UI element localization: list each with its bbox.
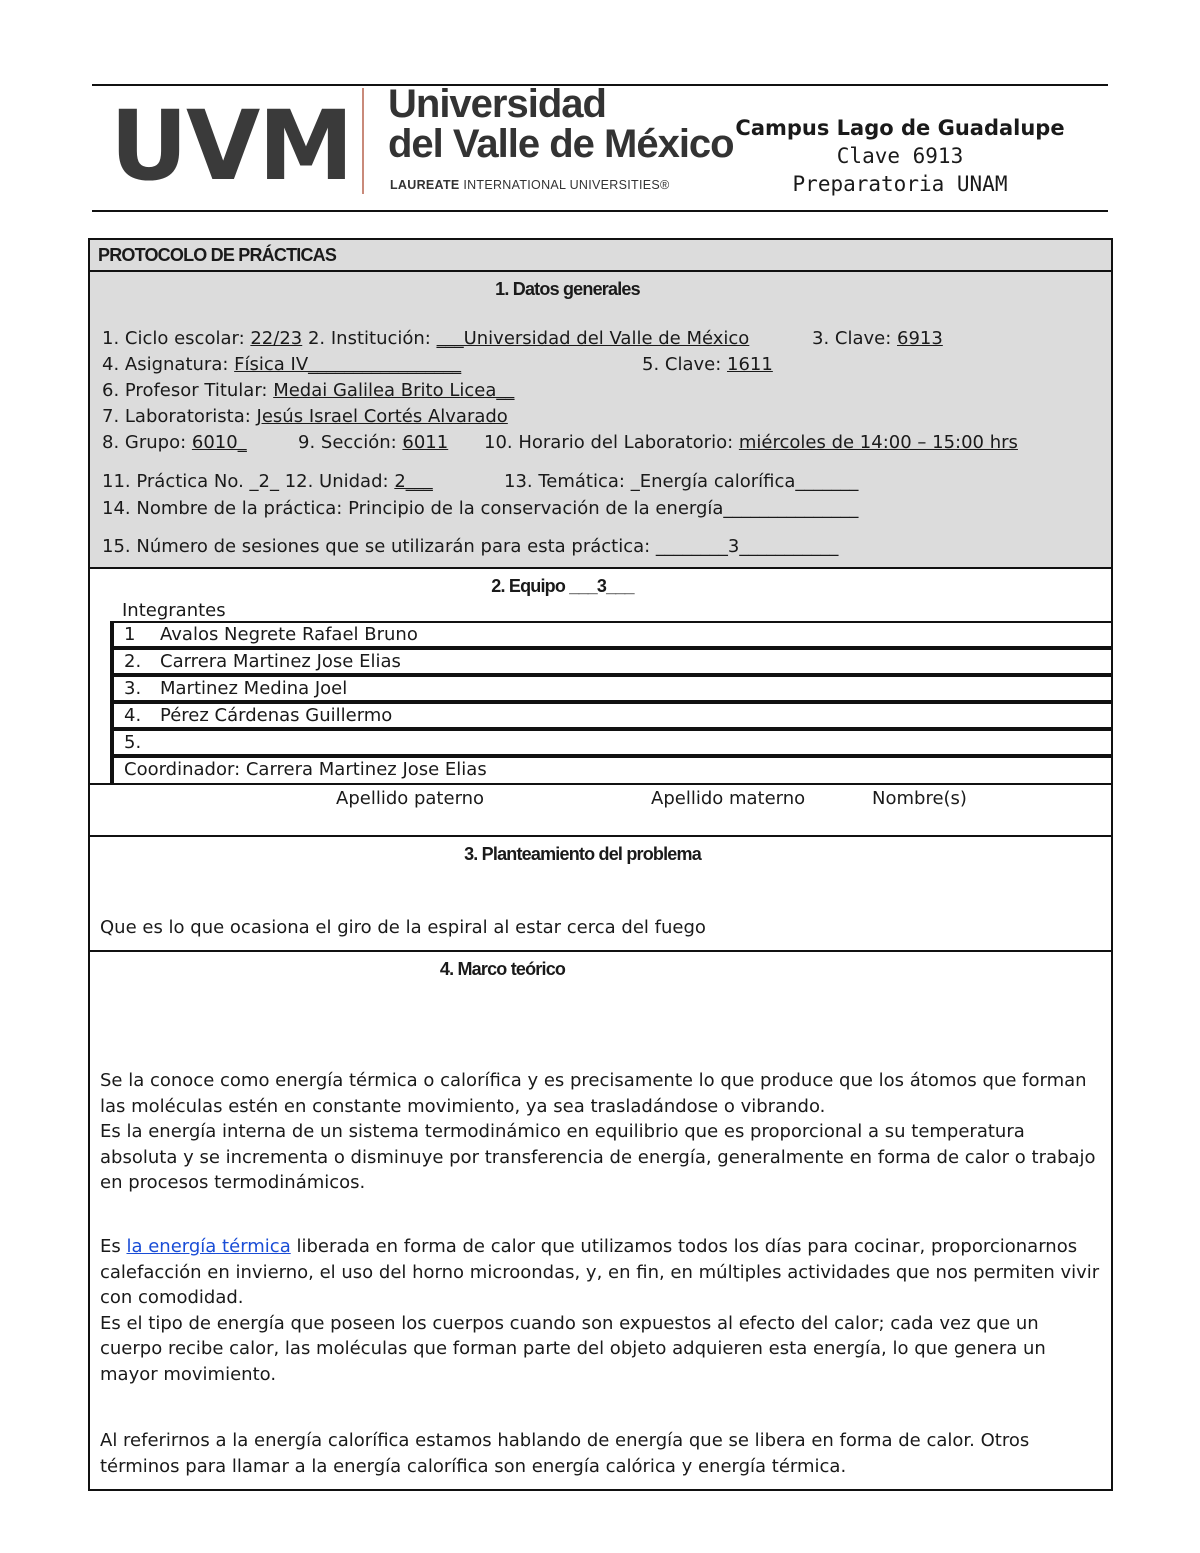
laureate-bold: LAUREATE bbox=[390, 178, 460, 192]
member-num: 4. bbox=[124, 705, 142, 726]
laureate-tagline bbox=[390, 178, 670, 192]
f8-label: 8. Grupo: bbox=[102, 432, 192, 453]
member-row bbox=[112, 648, 1112, 675]
line-5 bbox=[642, 354, 773, 376]
p3-pre: Es bbox=[100, 1236, 127, 1257]
logo-divider bbox=[362, 88, 364, 194]
f6-label: 6. Profesor Titular: bbox=[102, 380, 274, 401]
member-num: 5. bbox=[124, 732, 142, 753]
col-apellido-materno: Apellido materno bbox=[651, 788, 806, 809]
f2-label: 2. Institución: bbox=[302, 328, 437, 349]
unidad-value: 2___ bbox=[394, 471, 433, 492]
problem-section bbox=[88, 835, 1113, 952]
member-num: 1 bbox=[124, 624, 136, 645]
member-name: Pérez Cárdenas Guillermo bbox=[160, 705, 393, 726]
ciclo-escolar-value: 22/23 bbox=[250, 328, 303, 349]
campus-block bbox=[700, 114, 1100, 198]
f3-label: 3. Clave: bbox=[812, 328, 898, 349]
profesor-value: Medai Galilea Brito Licea__ bbox=[273, 380, 515, 401]
team-title: 2. Equipo ___3___ bbox=[491, 576, 634, 596]
line-1 bbox=[102, 328, 749, 350]
col-nombres: Nombre(s) bbox=[872, 788, 967, 809]
member-row bbox=[112, 702, 1112, 729]
asignatura-value: Física IV_________________ bbox=[234, 354, 462, 375]
member-row bbox=[112, 729, 1112, 756]
team-divider bbox=[88, 783, 1113, 785]
f9-label: 9. Sección: bbox=[298, 432, 403, 453]
logo-name-line1: Universidad bbox=[388, 82, 606, 126]
theory-p3 bbox=[100, 1234, 1100, 1311]
f4-label: 4. Asignatura: bbox=[102, 354, 235, 375]
general-data-section bbox=[88, 270, 1113, 569]
theory-title: 4. Marco teórico bbox=[439, 959, 566, 979]
integrantes-label: Integrantes bbox=[122, 600, 226, 621]
laboratorista-value: Jesús Israel Cortés Alvarado bbox=[256, 406, 508, 427]
clave-value: 6913 bbox=[897, 328, 943, 349]
line-14: 14. Nombre de la práctica: Principio de la conservación de la energía_______________ bbox=[102, 498, 859, 519]
protocol-title-row bbox=[88, 238, 1113, 272]
tematica: 13. Temática: _Energía calorífica_______ bbox=[504, 471, 859, 492]
line-15: 15. Número de sesiones que se utilizarán para esta práctica: ________3___________ bbox=[102, 536, 839, 557]
line-11 bbox=[102, 471, 433, 493]
member-row bbox=[112, 621, 1112, 648]
coordinator-row bbox=[112, 756, 1112, 783]
line-6 bbox=[102, 380, 514, 402]
line-10 bbox=[484, 432, 1018, 454]
energia-termica-link[interactable]: la energía térmica bbox=[126, 1236, 291, 1257]
seccion-value: 6011 bbox=[402, 432, 449, 453]
member-name: Carrera Martinez Jose Elias bbox=[160, 651, 401, 672]
uvm-logo-mark: UVM bbox=[110, 90, 352, 202]
theory-paragraph-1 bbox=[100, 1068, 1100, 1196]
clave-asignatura-value: 1611 bbox=[727, 354, 773, 375]
campus-clave: Clave 6913 bbox=[836, 144, 964, 168]
university-name-logo bbox=[388, 84, 734, 164]
horario-value: miércoles de 14:00 – 15:00 hrs bbox=[738, 432, 1018, 453]
problem-text: Que es lo que ocasiona el giro de la espiral al estar cerca del fuego bbox=[100, 917, 706, 938]
line-9 bbox=[298, 432, 448, 454]
section1-title: 1. Datos generales bbox=[495, 279, 640, 299]
campus-name: Campus Lago de Guadalupe bbox=[735, 116, 1065, 140]
line-4 bbox=[102, 354, 461, 376]
line-8 bbox=[102, 432, 247, 454]
member-name: Martinez Medina Joel bbox=[160, 678, 348, 699]
p3-post: liberada en forma de calor que utilizamos todos los días para cocinar, proporcionarnos calefacción en invierno, el uso del horno microondas, y, en fin, en múltiples actividades que nos permiten vivir con comodidad. bbox=[100, 1236, 1100, 1308]
coordinator: Coordinador: Carrera Martinez Jose Elias bbox=[124, 759, 487, 780]
theory-section bbox=[88, 950, 1113, 1491]
theory-p5: Al referirnos a la energía calorífica estamos hablando de energía que se libera en forma de calor. Otros términos para llamar a la energía calorífica son energía calórica y energía térmica. bbox=[100, 1430, 1030, 1477]
f10-label: 10. Horario del Laboratorio: bbox=[484, 432, 739, 453]
header-bottom-rule bbox=[92, 210, 1108, 212]
member-num: 2. bbox=[124, 651, 142, 672]
line-7 bbox=[102, 406, 508, 428]
problem-title: 3. Planteamiento del problema bbox=[464, 844, 701, 864]
member-num: 3. bbox=[124, 678, 142, 699]
line-13 bbox=[504, 471, 858, 493]
theory-p4: Es el tipo de energía que poseen los cuerpos cuando son expuestos al efecto del calor; cada vez que un cuerpo recibe calor, las moléculas que forman parte del objeto adquieren esta energía, lo que genera un mayor movimiento. bbox=[100, 1312, 1046, 1385]
f5-label: 5. Clave: bbox=[642, 354, 728, 375]
institucion-value: ___Universidad del Valle de México bbox=[436, 328, 750, 349]
theory-p1: Se la conoce como energía térmica o calorífica y es precisamente lo que produce que los átomos que forman las moléculas estén en constante movimiento, ya sea trasladándose o vibrando. bbox=[100, 1070, 1087, 1117]
laureate-rest: INTERNATIONAL UNIVERSITIES® bbox=[463, 178, 670, 192]
member-name: Avalos Negrete Rafael Bruno bbox=[160, 624, 418, 645]
theory-paragraph-3 bbox=[100, 1428, 1100, 1479]
f7-label: 7. Laboratorista: bbox=[102, 406, 257, 427]
member-row bbox=[112, 675, 1112, 702]
logo-name-line2: del Valle de México bbox=[388, 122, 734, 166]
clave-field bbox=[812, 328, 943, 350]
f1-label: 1. Ciclo escolar: bbox=[102, 328, 251, 349]
grupo-value: 6010_ bbox=[191, 432, 247, 453]
campus-prepa: Preparatoria UNAM bbox=[792, 172, 1008, 196]
theory-p2: Es la energía interna de un sistema termodinámico en equilibrio que es proporcional a su temperatura absoluta y se incrementa o disminuye por transferencia de energía, generalmente en forma de calor o trabajo en procesos termodinámicos. bbox=[100, 1121, 1096, 1193]
protocol-title: PROTOCOLO DE PRÁCTICAS bbox=[98, 245, 337, 265]
theory-paragraph-2 bbox=[100, 1234, 1100, 1387]
practica-no: 11. Práctica No. _2_ 12. Unidad: bbox=[102, 471, 395, 492]
col-apellido-paterno: Apellido paterno bbox=[336, 788, 485, 809]
